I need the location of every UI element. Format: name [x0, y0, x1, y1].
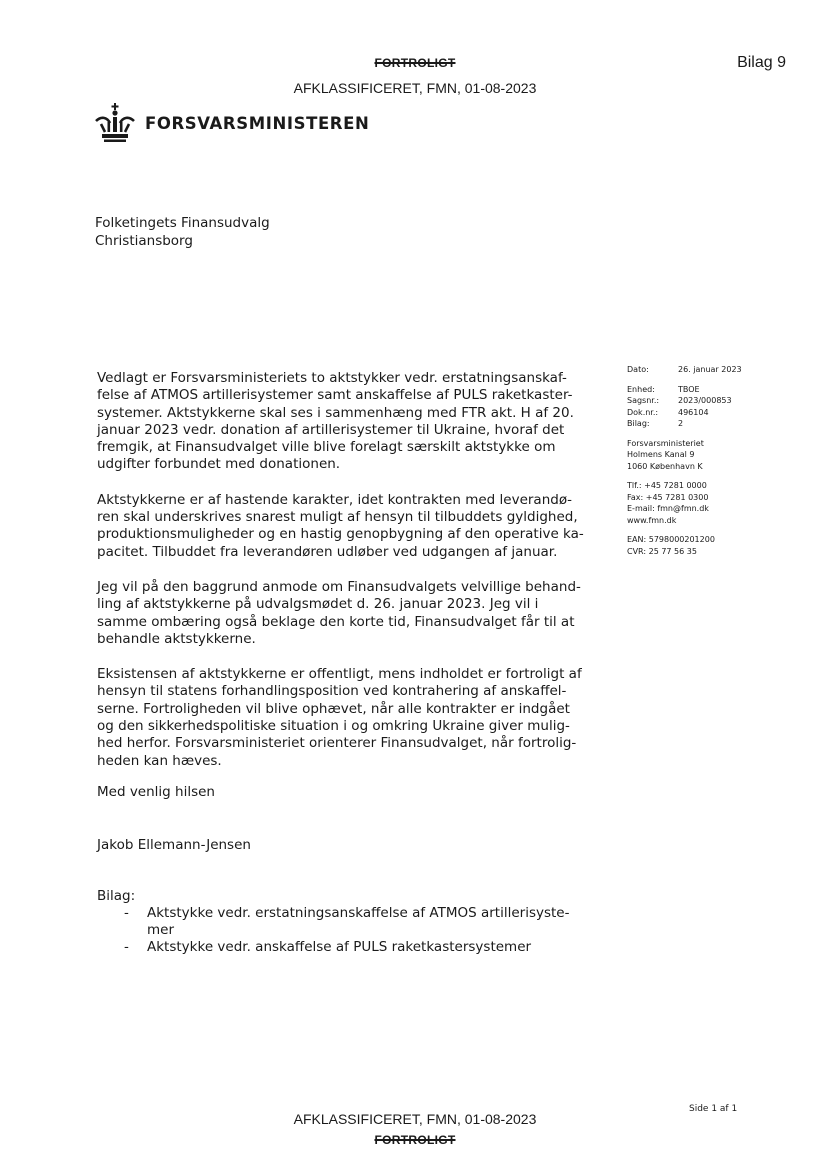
meta-value: 2	[678, 419, 684, 428]
sender-metadata	[627, 364, 742, 565]
paragraph	[97, 370, 597, 474]
email: E-mail: fmn@fmn.dk	[627, 504, 709, 513]
date-block	[627, 364, 742, 376]
text-line: samme ombæring også beklage den korte tid, Finansudvalget får til at	[97, 613, 575, 630]
text-line: produktionsmuligheder og en hastig genopbygning af den operative ka-	[97, 526, 584, 543]
text-line: felse af ATMOS artillerisystemer samt anskaffelse af PULS raketkaster-	[97, 387, 573, 404]
text-line: behandle aktstykkerne.	[97, 630, 256, 647]
address-line: Forsvarsministeriet	[627, 438, 704, 448]
recipient-line: Christiansborg	[95, 232, 193, 249]
closing: Med venlig hilsen	[97, 784, 215, 800]
recipient-line: Folketingets Finansudvalg	[95, 215, 270, 231]
website: www.fmn.dk	[627, 515, 677, 525]
text-line: Eksistensen af aktstykkerne er offentligt, mens indholdet er fortroligt af	[97, 666, 582, 683]
meta-value: 2023/000853	[678, 396, 732, 405]
meta-row	[627, 384, 742, 396]
text-line: Aktstykke vedr. anskaffelse af PULS raketkastersystemer	[147, 939, 532, 955]
list-dash: -	[124, 905, 129, 921]
text-line: Aktstykke vedr. erstatningsanskaffelse af ATMOS artillerisyste-	[147, 905, 570, 921]
meta-label: Dok.nr.:	[627, 407, 659, 417]
logo-text: FORSVARSMINISTEREN	[145, 113, 370, 133]
phone: Tlf.: +45 7281 0000	[627, 481, 707, 490]
meta-label: Sagsnr.:	[627, 396, 660, 405]
contact-block	[627, 480, 742, 526]
text-line: mer	[147, 922, 175, 938]
meta-value: 496104	[678, 407, 709, 417]
classification-struck-bottom: FORTROLIGT	[374, 1133, 456, 1147]
cvr-number: CVR: 25 77 56 35	[627, 546, 697, 556]
list-dash: -	[124, 939, 129, 955]
meta-label: Bilag:	[627, 419, 650, 428]
ean-number: EAN: 5798000201200	[627, 535, 715, 544]
text-line: systemer. Aktstykkerne skal ses i sammenhæng med FTR akt. H af 20.	[97, 404, 574, 421]
signature-name: Jakob Ellemann-Jensen	[97, 837, 251, 853]
attachments-list	[97, 888, 587, 956]
ministry-logo	[93, 103, 369, 143]
meta-value: 26. januar 2023	[678, 365, 742, 374]
text-line: fremgik, at Finansudvalget ville blive forelagt særskilt aktstykke om	[97, 439, 556, 456]
text-line: januar 2023 vedr. donation af artillerisystemer til Ukraine, hvoraf det	[97, 421, 565, 438]
appendix-label: Bilag 9	[737, 54, 786, 71]
meta-row	[627, 418, 742, 430]
meta-row	[627, 395, 742, 407]
letter-body	[97, 370, 597, 788]
text-line: hed herfor. Forsvarsministeriet orienterer Finansudvalget, når fortrolig-	[97, 735, 577, 752]
meta-row	[627, 407, 742, 419]
text-line: ren skal underskrives snarest muligt af hensyn til tilbuddets gyldighed,	[97, 509, 578, 526]
date-row	[627, 364, 742, 376]
attachment-item	[97, 939, 587, 956]
address-line: Holmens Kanal 9	[627, 450, 695, 459]
text-line: heden kan hæves.	[97, 752, 222, 769]
declassified-stamp-bottom: AFKLASSIFICERET, FMN, 01-08-2023	[293, 1111, 537, 1127]
text-line: hensyn til statens forhandlingsposition ved kontrahering af anskaffel-	[97, 683, 567, 700]
text-line: udgifter forbundet med donationen.	[97, 456, 341, 473]
attachment-item	[97, 905, 587, 939]
meta-label: Enhed:	[627, 384, 655, 394]
address-line: 1060 København K	[627, 461, 703, 471]
paragraph	[97, 492, 597, 561]
case-block	[627, 384, 742, 430]
text-line: og den sikkerhedspolitiske situation i og omkring Ukraine giver mulig-	[97, 718, 570, 735]
recipient-address	[95, 215, 270, 250]
text-line: Vedlagt er Forsvarsministeriets to aktstykker vedr. erstatningsanskaf-	[97, 370, 567, 386]
meta-value: TBOE	[678, 384, 700, 394]
paragraph	[97, 579, 597, 648]
paragraph	[97, 666, 597, 770]
declassified-stamp-top: AFKLASSIFICERET, FMN, 01-08-2023	[293, 80, 537, 96]
meta-label: Dato:	[627, 365, 649, 374]
text-line: Aktstykkerne er af hastende karakter, idet kontrakten med leverandø-	[97, 491, 572, 508]
attachments-label: Bilag:	[97, 888, 136, 904]
fax: Fax: +45 7281 0300	[627, 492, 709, 502]
text-line: pacitet. Tilbuddet fra leverandøren udløber ved udgangen af januar.	[97, 543, 558, 560]
ids-block	[627, 534, 742, 557]
classification-struck-top: FORTROLIGT	[374, 56, 456, 70]
address-block	[627, 438, 742, 473]
text-line: serne. Fortroligheden vil blive ophævet, når alle kontrakter er indgået	[97, 700, 570, 717]
crown-icon	[93, 103, 137, 143]
page-number: Side 1 af 1	[689, 1104, 738, 1114]
text-line: ling af aktstykkerne på udvalgsmødet d. 26. januar 2023. Jeg vil i	[97, 596, 539, 613]
text-line: Jeg vil på den baggrund anmode om Finansudvalgets velvillige behand-	[97, 578, 581, 595]
